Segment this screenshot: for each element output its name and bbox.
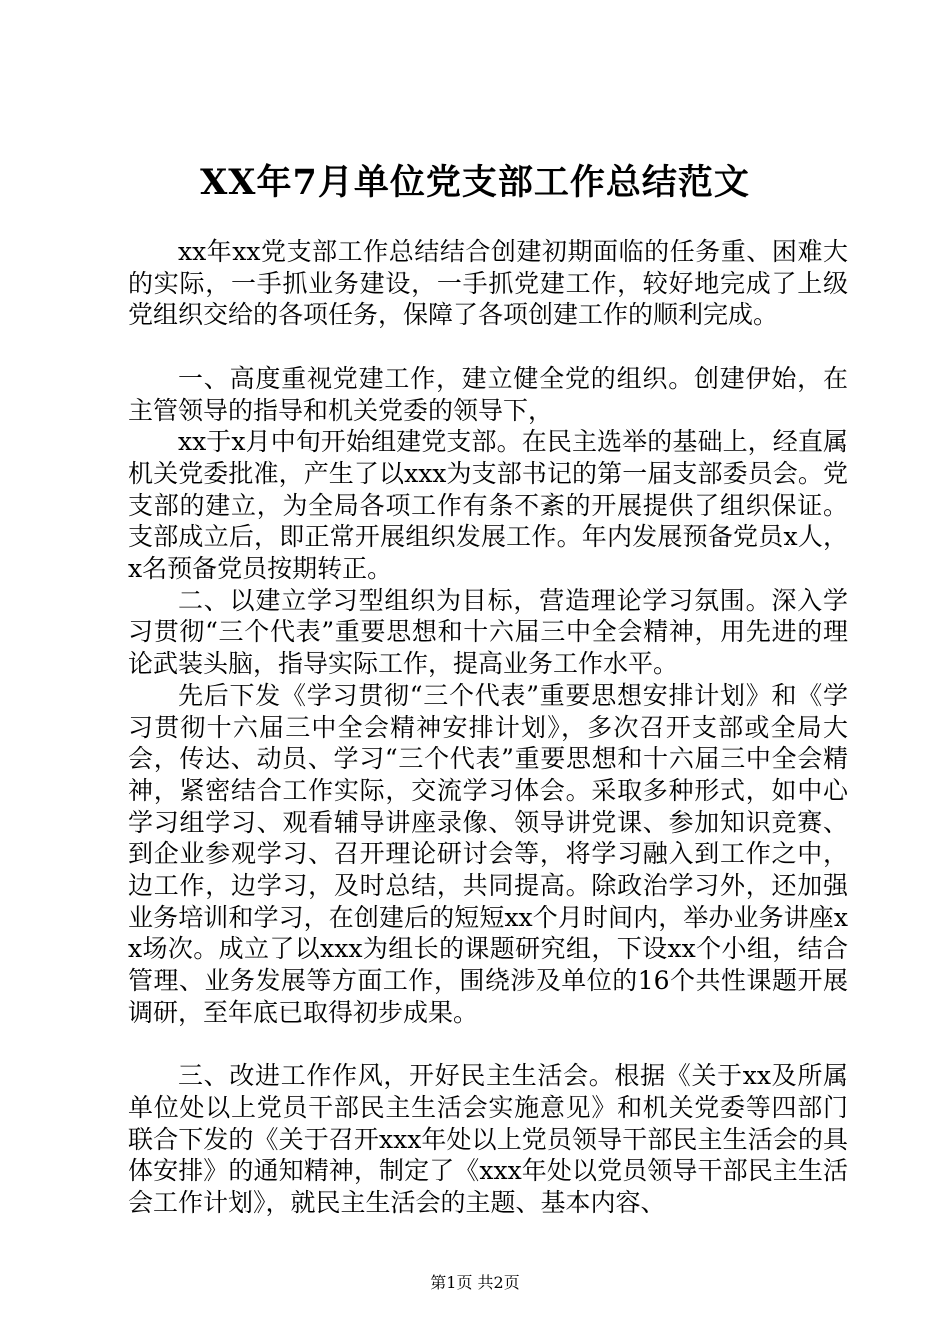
paragraph-section-two: 二、以建立学习型组织为目标，营造理论学习氛围。深入学习贯彻“三个代表”重要思想和十六届三中全会精神，用先进的理论武装头脑，指导实际工作，提高业务工作水平。	[128, 585, 848, 679]
paragraph-study-activities: 先后下发《学习贯彻“三个代表”重要思想安排计划》和《学习贯彻十六届三中全会精神安排计划》，多次召开支部或全局大会，传达、动员、学习“三个代表”重要思想和十六届三中全会精神，紧密结合工作实际，交流学习体会。采取多种形式，如中心学习组学习、观看辅导讲座录像、领导讲党课、参加知识竞赛、到企业参观学习、召开理论研讨会等，将学习融入到工作之中，边工作，边学习，及时总结，共同提高。除政治学习外，还加强业务培训和学习，在创建后的短短xx个月时间内，举办业务讲座xx场次。成立了以xxx为组长的课题研究组，下设xx个小组，结合管理、业务发展等方面工作，围绕涉及单位的16个共性课题开展调研，至年底已取得初步成果。	[128, 680, 848, 1027]
page-footer: 第1页 共2页	[430, 1273, 520, 1292]
document-body	[128, 236, 848, 1219]
paragraph-branch-founding: xx于x月中旬开始组建党支部。在民主选举的基础上，经直属机关党委批准，产生了以xxx为支部书记的第一届支部委员会。党支部的建立，为全局各项工作有条不紊的开展提供了组织保证。支部成立后，即正常开展组织发展工作。年内发展预备党员x人，x名预备党员按期转正。	[128, 427, 848, 584]
paragraph-section-one: 一、高度重视党建工作，建立健全党的组织。创建伊始，在主管领导的指导和机关党委的领导下，	[128, 363, 848, 425]
paragraph-gap	[128, 1029, 848, 1061]
paragraph-gap	[128, 331, 848, 363]
paragraph-section-three: 三、改进工作作风，开好民主生活会。根据《关于xx及所属单位处以上党员干部民主生活会实施意见》和机关党委等四部门联合下发的《关于召开xxx年处以上党员领导干部民主生活会的具体安排》的通知精神，制定了《xxx年处以党员领导干部民主生活会工作计划》，就民主生活会的主题、基本内容、	[128, 1061, 848, 1218]
document-title: XX年7月单位党支部工作总结范文	[200, 162, 750, 203]
paragraph-intro: xx年xx党支部工作总结结合创建初期面临的任务重、困难大的实际，一手抓业务建设，一手抓党建工作，较好地完成了上级党组织交给的各项任务，保障了各项创建工作的顺利完成。	[128, 237, 848, 330]
